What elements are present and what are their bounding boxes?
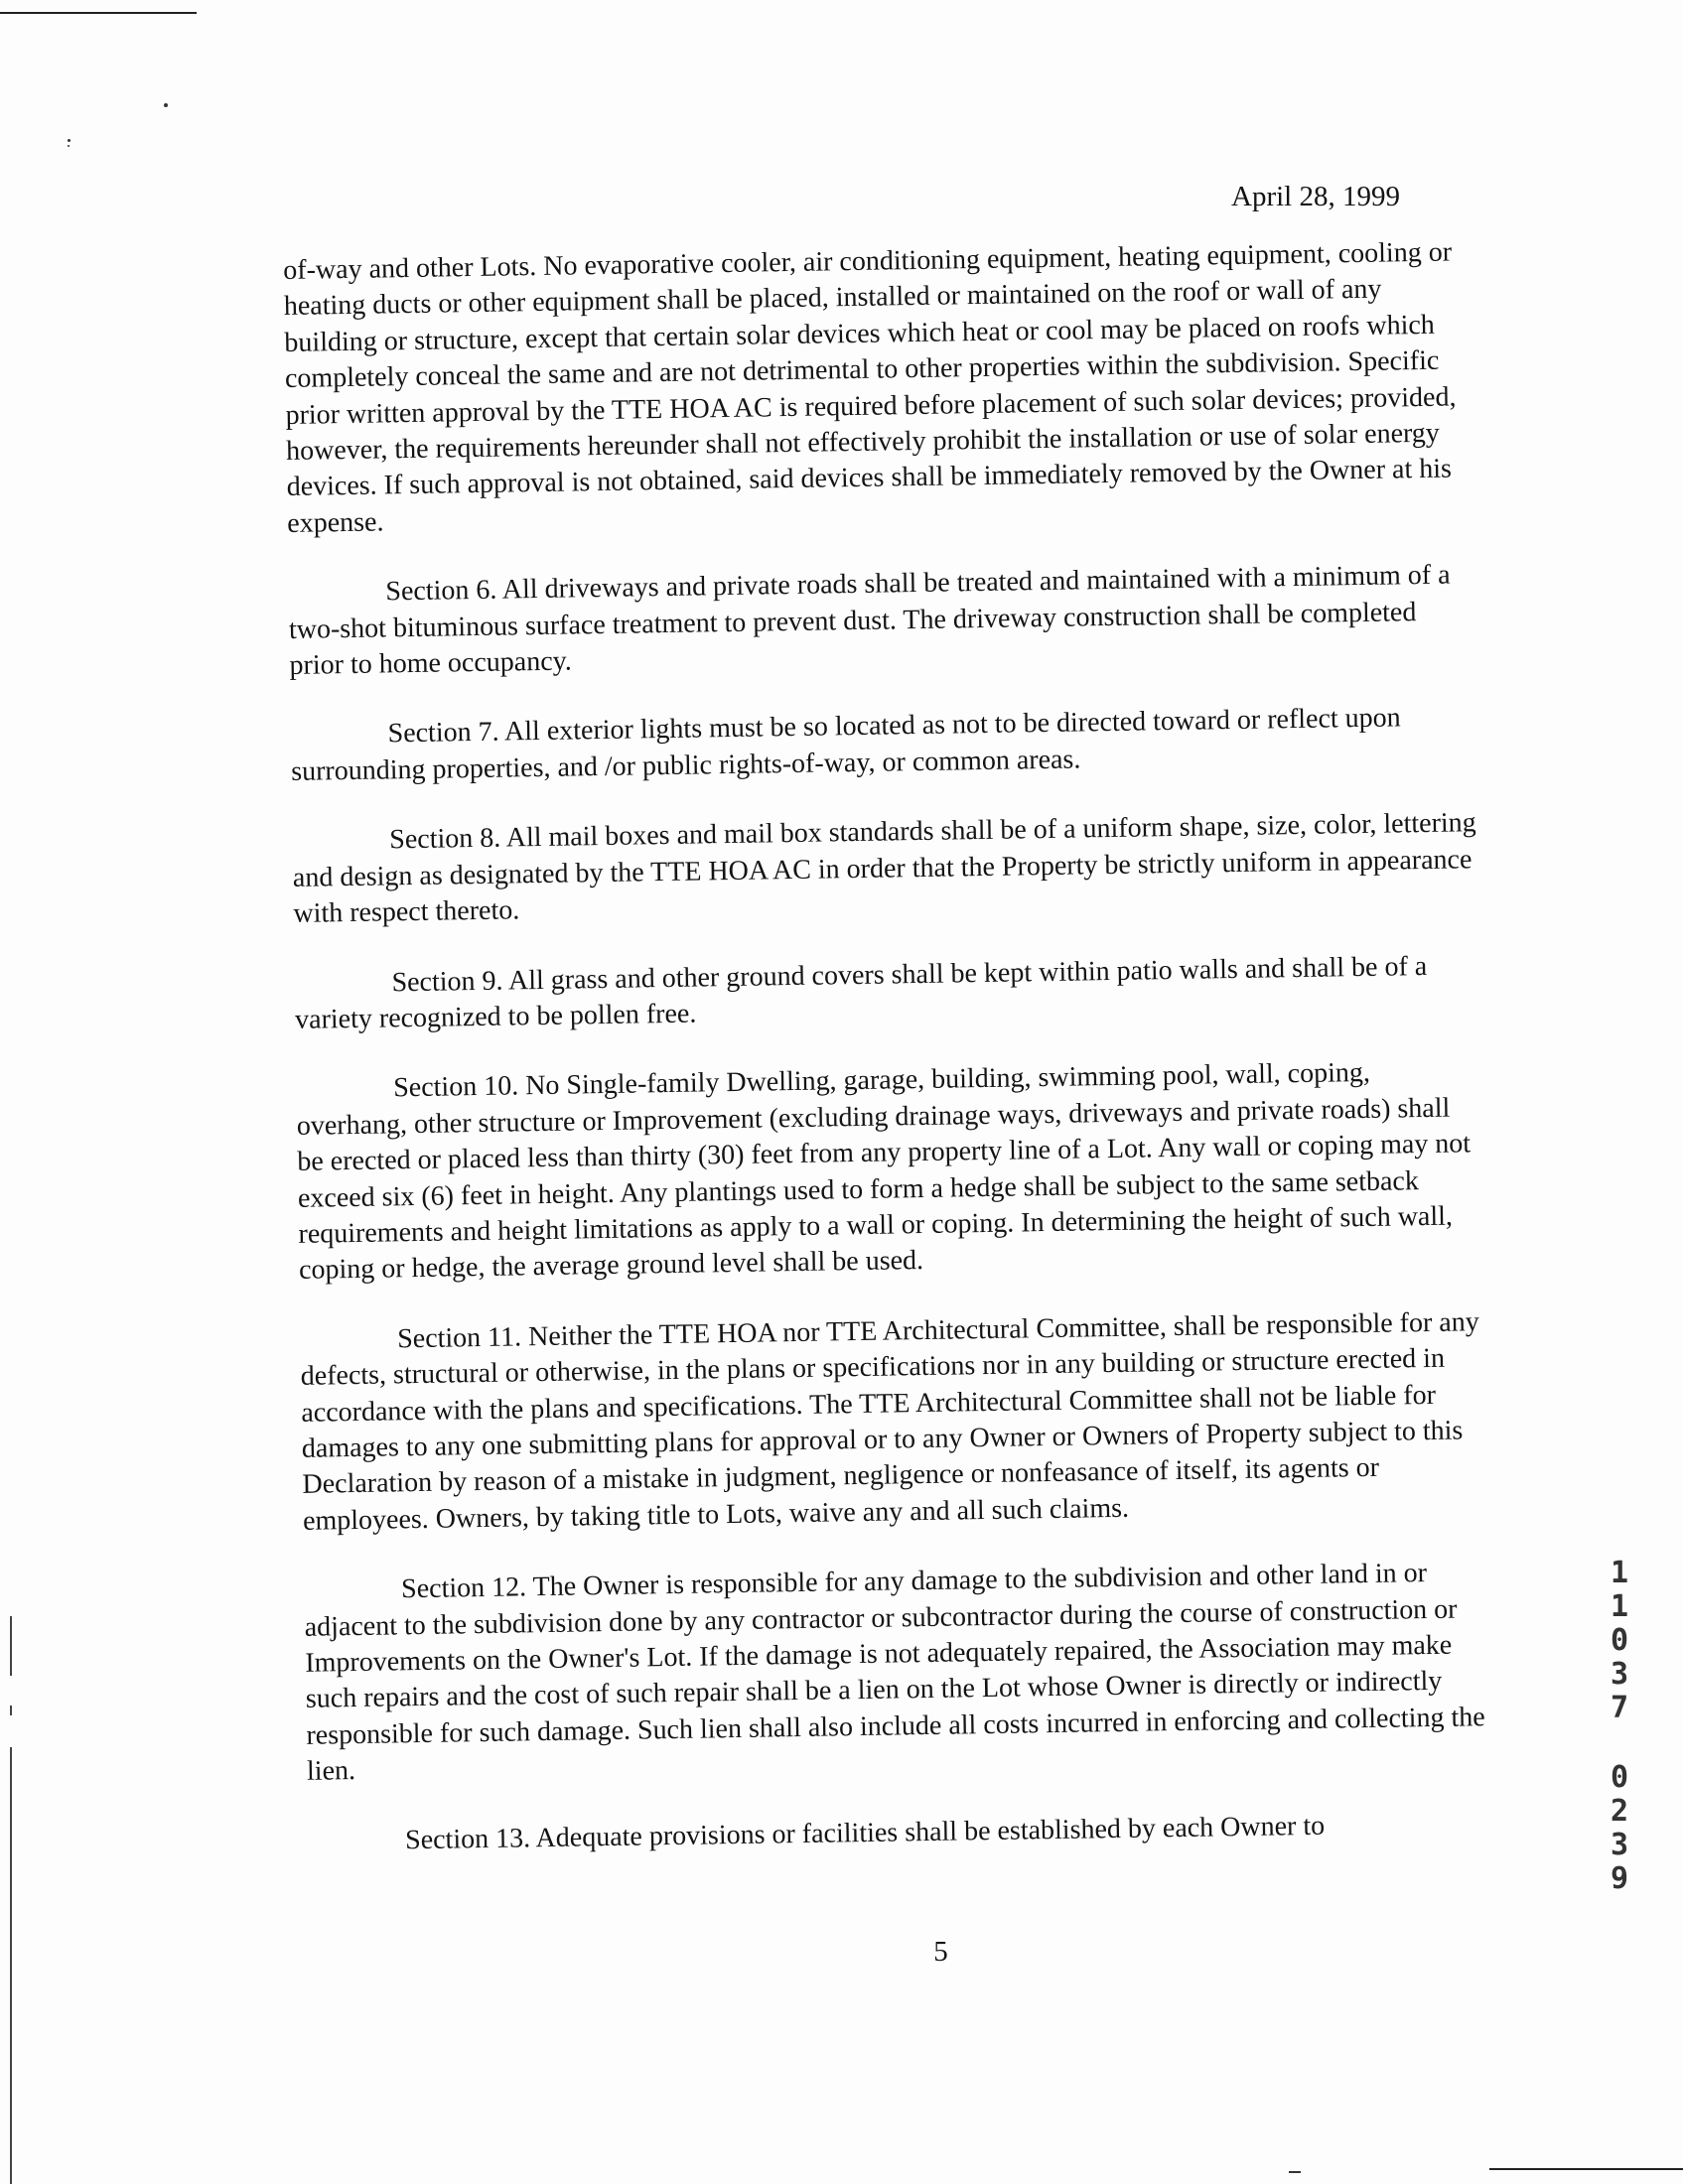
stamp-digit: 3 — [1610, 1657, 1629, 1692]
scan-speck — [68, 145, 70, 147]
stamp-digit: 3 — [1610, 1828, 1629, 1862]
scan-edge-line-bottom — [1489, 2168, 1683, 2170]
stamp-digit: 1 — [1610, 1589, 1629, 1624]
scan-margin-line — [10, 1706, 12, 1715]
paragraph-section-9: Section 9. All grass and other ground covers shall be kept within patio walls and shall be of a variety recognized to be pollen free. — [294, 950, 1428, 1035]
scan-speck — [68, 139, 70, 142]
paragraph-section-11: Section 11. Neither the TTE HOA nor TTE Architectural Committee, shall be responsible for any defects, structural or otherwise, in the plans or specifications nor in any building or structure erected in accordance with the plans and specifications. The TTE Architectural Committee shall not be liable for damages to any one submitting plans for approval or to any Owner or Owners of Property subject to this Declaration by reason of a mistake in judgment, negligence or nonfeasance of itself, its agents or employees. Owners, by taking title to Lots, waive any and all such claims. — [300, 1305, 1479, 1537]
stamp-digit: 9 — [1610, 1861, 1629, 1896]
stamp-gap — [1607, 1725, 1632, 1761]
recording-stamp — [1607, 1557, 1632, 1896]
scan-edge-dash — [1289, 2171, 1301, 2173]
paragraph-section-12: Section 12. The Owner is responsible for any damage to the subdivision and other land in or adjacent to the subdivision done by any contractor or subcontractor during the course of construction or Improvements on the Owner's Lot. If the damage is not adequately repaired, the Association may make such repairs and the cost of such repair shall be a lien on the Lot whose Owner is directly or indirectly responsible for such damage. Such lien shall also include all costs incurred in enforcing and collecting the lien. — [304, 1558, 1485, 1788]
stamp-digit: 0 — [1610, 1760, 1629, 1795]
paragraph-continuation: of-way and other Lots. No evaporative cooler, air conditioning equipment, heating equipment, cooling or heating ducts or other equipment shall be placed, installed or maintained on the roof or wall of any building or structure, except that certain solar devices which heat or cool may be placed on roofs which completely conceal the same and are not detrimental to other properties within the subdivision. Specific prior written approval by the TTE HOA AC is required before placement of such solar devices; provided, however, the requirements hereunder shall not effectively prohibit the installation or use of solar energy devices. If such approval is not obtained, said devices shall be immediately removed by the Owner at his expense. — [283, 236, 1457, 539]
stamp-digit: 7 — [1610, 1691, 1629, 1725]
scan-speck — [164, 103, 168, 107]
stamp-digit: 0 — [1610, 1623, 1629, 1658]
scan-edge-line-top — [0, 12, 197, 14]
document-date: April 28, 1999 — [1231, 181, 1400, 212]
scan-margin-line — [10, 1616, 12, 1676]
paragraph-section-8: Section 8. All mail boxes and mail box standards shall be of a uniform shape, size, color, lettering and design as designated by the TTE HOA AC in order that the Property be strictly uniform in appearance with respect thereto. — [292, 807, 1476, 930]
paragraph-section-10: Section 10. No Single-family Dwelling, garage, building, swimming pool, wall, coping, overhang, other structure or Improvement (excluding drainage ways, driveways and private roads) shall be erected or placed less than thirty (30) feet from any property line of a Lot. Any wall or coping may not exceed six (6) feet in height. Any plantings used to form a hedge shall be subject to the same setback requirements and height limitations as apply to a wall or coping. In determining the height of such wall, coping or hedge, the average ground level shall be used. — [296, 1057, 1472, 1287]
paragraph-section-6: Section 6. All driveways and private roads shall be treated and maintained with a minimum of a two-shot bituminous surface treatment to prevent dust. The driveway construction shall be completed prior to home occupancy. — [288, 559, 1451, 682]
stamp-digit: 1 — [1610, 1556, 1629, 1590]
paragraph-section-7: Section 7. All exterior lights must be so located as not to be directed toward or reflect upon surrounding properties, and /or public rights-of-way, or common areas. — [290, 702, 1401, 787]
stamp-digit: 2 — [1610, 1794, 1629, 1829]
document-body — [283, 234, 1495, 1894]
paragraph-section-13: Section 13. Adequate provisions or facilities shall be established by each Owner to — [404, 1810, 1326, 1855]
page-number: 5 — [933, 1936, 948, 1968]
